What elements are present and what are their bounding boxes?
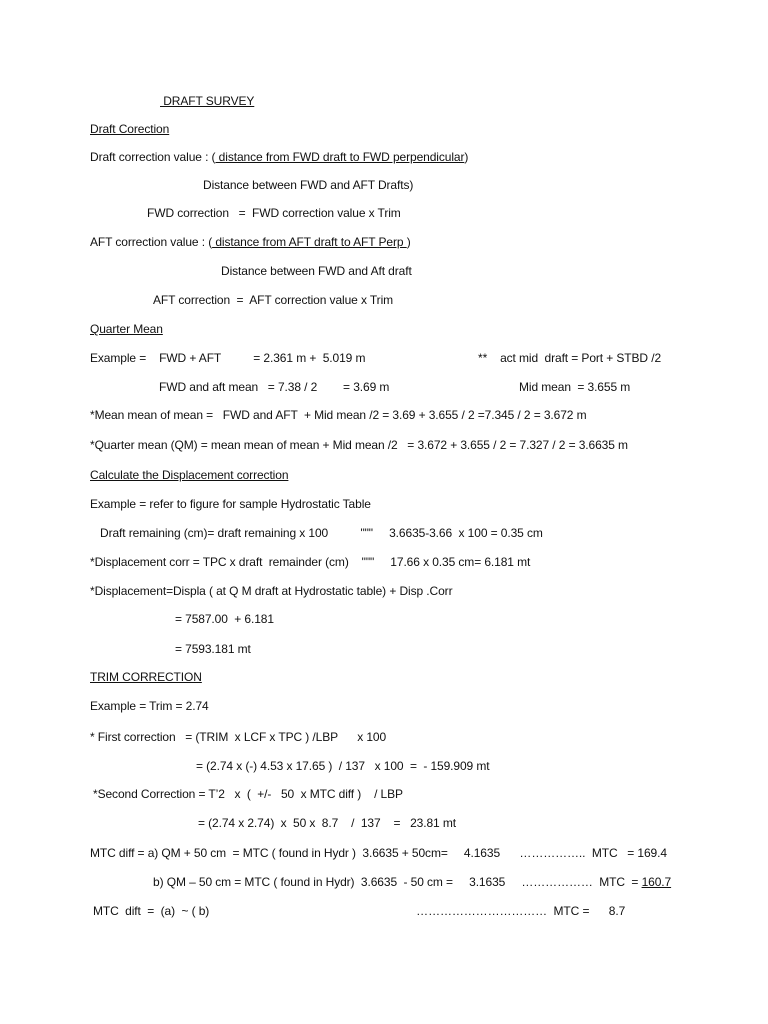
second-correction-calc: = (2.74 x 2.74) x 50 x 8.7 / 137 = 23.81 mt [198, 816, 456, 830]
quarter-mean-result: *Quarter mean (QM) = mean mean of mean + Mid mean /2 = 3.672 + 3.655 / 2 = 7.327 / 2 = 3.6635 m [90, 438, 628, 452]
first-correction: * First correction = (TRIM x LCF x TPC ) /LBP x 100 [90, 730, 387, 744]
fwd-aft-mean: FWD and aft mean = 7.38 / 2 = 3.69 m [159, 380, 390, 394]
displacement-example: Example = refer to figure for sample Hydrostatic Table [90, 497, 371, 511]
act-mid-draft-note: ** act mid draft = Port + STBD /2 [478, 351, 662, 365]
aft-value-label: AFT correction value : ( [90, 235, 213, 249]
fwd-correction-formula: FWD correction = FWD correction value x Trim [147, 206, 401, 220]
mtc-diff-b-text: b) QM – 50 cm = MTC ( found in Hydr) 3.6635 - 50 cm = 3.1635 ……………… MTC = [153, 875, 642, 889]
displacement-corr: *Displacement corr = TPC x draft remainder (cm) """ 17.66 x 0.35 cm= 6.181 mt [90, 555, 531, 569]
first-correction-calc: = (2.74 x (-) 4.53 x 17.65 ) / 137 x 100 = - 159.909 mt [196, 759, 490, 773]
document-title: DRAFT SURVEY [160, 94, 255, 108]
draft-remaining: Draft remaining (cm)= draft remaining x 100 """ 3.6635-3.66 x 100 = 0.35 cm [100, 526, 543, 540]
quarter-mean-heading: Quarter Mean [90, 322, 163, 336]
mtc-diff-b [153, 875, 671, 889]
second-correction: *Second Correction = T’2 x ( +/- 50 x MTC diff ) / LBP [93, 787, 403, 801]
fwd-correction-value-line [90, 150, 468, 164]
aft-correction-value-line [90, 235, 411, 249]
mtc-diff-a: MTC diff = a) QM + 50 cm = MTC ( found in Hydr ) 3.6635 + 50cm= 4.1635 …………….. MTC = 169.4 [90, 846, 667, 860]
trim-correction-heading: TRIM CORRECTION [90, 670, 202, 684]
fwd-value-label: Draft correction value : ( [90, 150, 216, 164]
mtc-diff-b-value: 160.7 [641, 875, 672, 889]
fwd-value-underline: distance from FWD draft to FWD perpendicular [215, 150, 465, 164]
mtc-dift: MTC dift = (a) ~ ( b) …………………………… MTC = 8.7 [93, 904, 626, 918]
displacement-heading: Calculate the Displacement correction [90, 468, 289, 482]
fwd-value-close: ) [464, 150, 469, 164]
mid-mean: Mid mean = 3.655 m [519, 380, 631, 394]
trim-example: Example = Trim = 2.74 [90, 699, 209, 713]
aft-value-close: ) [406, 235, 411, 249]
displacement-sum: = 7587.00 + 6.181 [175, 612, 274, 626]
mean-of-mean: *Mean mean of mean = FWD and AFT + Mid mean /2 = 3.69 + 3.655 / 2 =7.345 / 2 = 3.672 m [90, 408, 587, 422]
aft-value-underline: distance from AFT draft to AFT Perp [212, 235, 407, 249]
aft-denominator: Distance between FWD and Aft draft [221, 264, 412, 278]
displacement-total: = 7593.181 mt [175, 642, 251, 656]
displacement-formula: *Displacement=Displa ( at Q M draft at Hydrostatic table) + Disp .Corr [90, 584, 453, 598]
draft-corection-heading: Draft Corection [90, 122, 170, 136]
aft-correction-formula: AFT correction = AFT correction value x Trim [153, 293, 394, 307]
quarter-mean-example: Example = FWD + AFT = 2.361 m + 5.019 m [90, 351, 366, 365]
fwd-denominator: Distance between FWD and AFT Drafts) [203, 178, 414, 192]
